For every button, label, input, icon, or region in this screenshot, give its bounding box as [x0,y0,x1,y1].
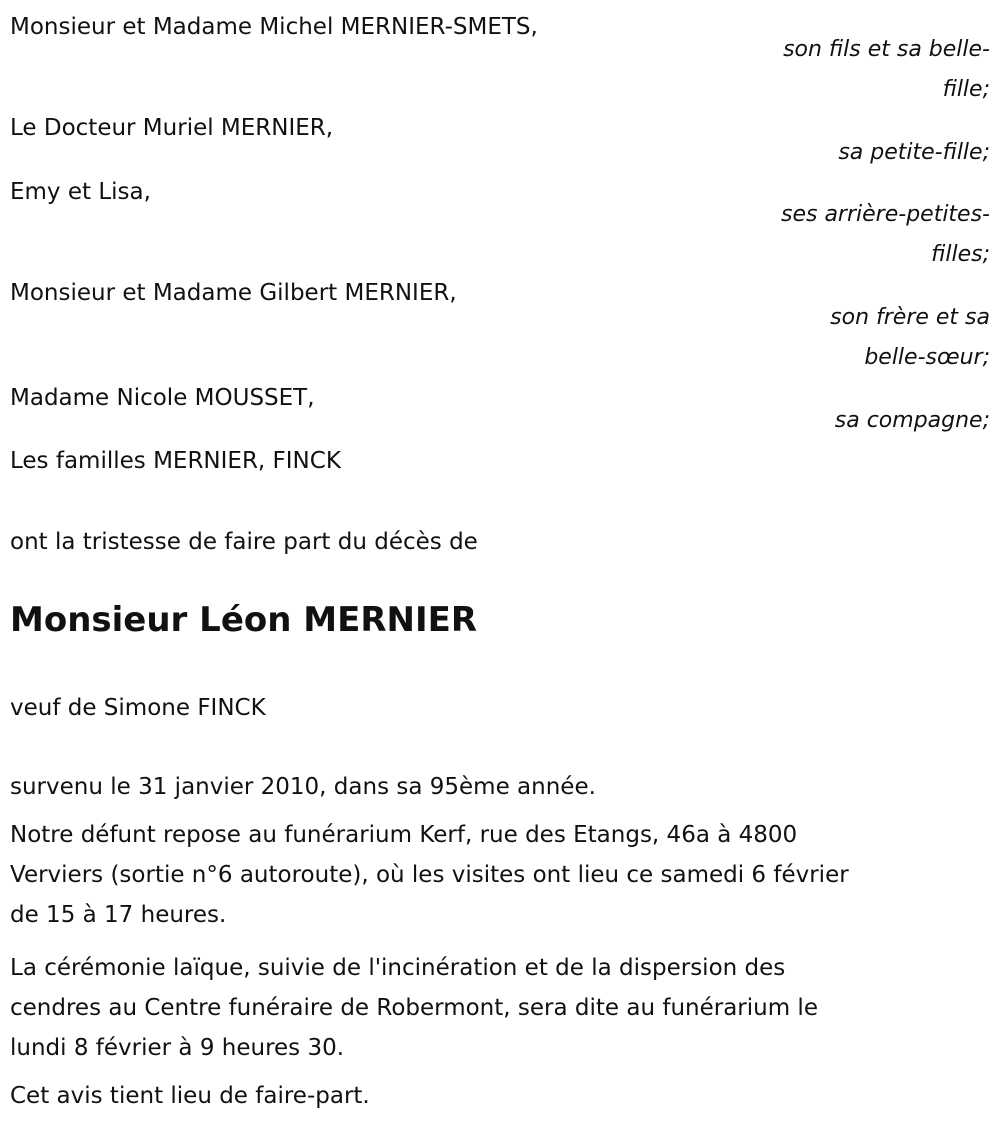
relation-line: fille; [942,77,990,102]
paragraph-line: de 15 à 17 heures. [10,902,227,928]
relation-line: sa compagne; [834,408,990,433]
family-name-2: Le Docteur Muriel MERNIER, [10,115,334,141]
relation-line: filles; [931,242,990,267]
paragraph-line: cendres au Centre funéraire de Robermont, sera dite au funérarium le [10,995,818,1021]
relation-line: son frère et sa [830,305,990,330]
family-relation-2 [730,133,990,173]
paragraph-line: La cérémonie laïque, suivie de l'incinération et de la dispersion des [10,955,786,981]
paragraph-line: Verviers (sortie n°6 autoroute), où les visites ont lieu ce samedi 6 février [10,862,849,888]
family-relation-1 [730,30,990,110]
family-relation-4 [730,298,990,378]
announcement: ont la tristesse de faire part du décès de [10,529,478,555]
relation-line: sa petite-fille; [838,140,990,165]
closing-note: Cet avis tient lieu de faire-part. [10,1083,370,1109]
family-relation-5 [730,401,990,441]
paragraph-line: lundi 8 février à 9 heures 30. [10,1035,345,1061]
relation-line: son fils et sa belle- [783,37,990,62]
visit-paragraph [10,815,849,935]
family-relation-3 [730,195,990,275]
relation-line: belle-sœur; [864,345,990,370]
family-name-6: Les familles MERNIER, FINCK [10,448,341,474]
family-name-1: Monsieur et Madame Michel MERNIER-SMETS, [10,14,538,40]
death-date: survenu le 31 janvier 2010, dans sa 95ème année. [10,774,596,800]
deceased-name: Monsieur Léon MERNIER [10,600,478,640]
ceremony-paragraph [10,948,818,1068]
relation-line: ses arrière-petites- [781,202,990,227]
family-name-3: Emy et Lisa, [10,179,151,205]
family-name-4: Monsieur et Madame Gilbert MERNIER, [10,280,457,306]
paragraph-line: Notre défunt repose au funérarium Kerf, rue des Etangs, 46a à 4800 [10,822,798,848]
widower-note: veuf de Simone FINCK [10,695,266,721]
family-name-5: Madame Nicole MOUSSET, [10,385,315,411]
